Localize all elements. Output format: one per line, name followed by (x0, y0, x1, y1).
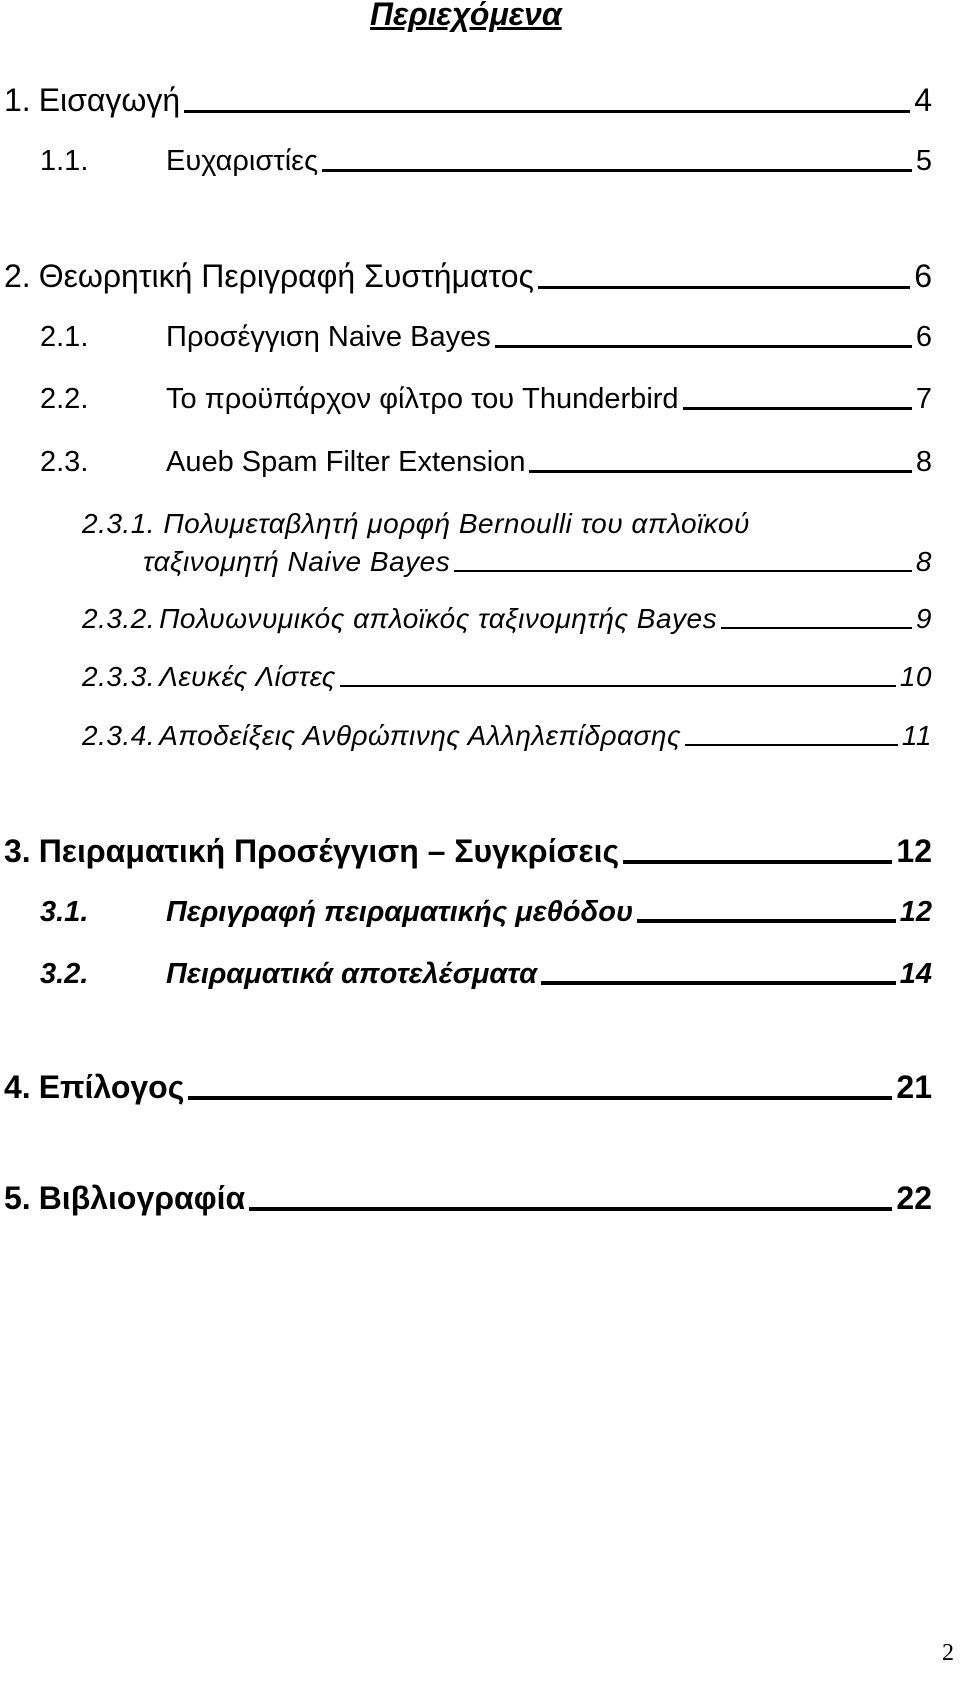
toc-leader-line (623, 860, 892, 864)
toc-entry-text-line1: Πολυμεταβλητή μορφή Bernoulli του απλοϊκού (163, 508, 750, 539)
toc-entry-text: Εισαγωγή (38, 82, 181, 118)
toc-entry-number: 2.2. (40, 383, 89, 415)
toc-title: Περιεχόμενα (370, 0, 562, 32)
toc-entry-page: 7 (915, 383, 932, 415)
toc-entry-text: Πειραματική Προσέγγιση – Συγκρίσεις (38, 833, 620, 869)
toc-entry-number: 3.2. (40, 958, 89, 990)
toc-leader-line (541, 981, 896, 985)
toc-entry-number: 5. (4, 1180, 31, 1216)
toc-entry-text: Αποδείξεις Ανθρώπινης Αλληλεπίδρασης (159, 720, 682, 751)
page-number: 2 (942, 1640, 954, 1666)
toc-entry-text: Θεωρητική Περιγραφή Συστήματος (38, 258, 534, 294)
toc-entry-2-3-3[interactable] (82, 661, 932, 693)
toc-entry-text: Πολυωνυμικός απλοϊκός ταξινομητής Bayes (159, 603, 718, 634)
toc-entry-2-3[interactable] (40, 446, 932, 479)
toc-entry-number: 3.1. (40, 896, 89, 928)
toc-leader-line (322, 169, 912, 172)
toc-entry-page: 11 (901, 720, 932, 751)
toc-entry-text: Επίλογος (38, 1069, 185, 1105)
toc-entry-page: 22 (896, 1180, 932, 1216)
toc-entry-page: 12 (896, 833, 932, 869)
toc-entry-3-2[interactable] (40, 958, 932, 991)
toc-leader-line (188, 1096, 892, 1100)
toc-entry-page: 5 (915, 145, 932, 177)
toc-entry-page: 10 (899, 661, 932, 692)
toc-entry-number: 2.3.2. (82, 603, 156, 634)
toc-leader-line (685, 744, 898, 746)
toc-entry-page: 21 (896, 1069, 932, 1105)
toc-leader-line (683, 407, 912, 410)
toc-entry-text-line2: ταξινομητή Naive Bayes (143, 546, 451, 577)
toc-entry-number: 2.3. (40, 446, 89, 478)
toc-entry-2-3-1[interactable] (82, 508, 932, 578)
toc-entry-3[interactable] (4, 833, 932, 870)
toc-entry-page: 8 (915, 546, 932, 577)
toc-entry-page: 8 (915, 446, 932, 478)
toc-entry-page: 14 (899, 958, 932, 990)
toc-entry-page: 9 (915, 603, 932, 634)
toc-leader-line (340, 685, 896, 687)
toc-entry-text: Ευχαριστίες (166, 145, 319, 177)
toc-entry-4[interactable] (4, 1069, 932, 1106)
toc-entry-text: Πειραματικά αποτελέσματα (166, 958, 538, 990)
toc-entry-2-3-2[interactable] (82, 603, 932, 635)
toc-entry-number: 2.3.3. (82, 661, 156, 692)
toc-entry-number: 2.3.4. (82, 720, 156, 751)
toc-entry-page: 6 (914, 258, 932, 294)
toc-entry-2-2[interactable] (40, 383, 932, 416)
toc-leader-line (184, 110, 910, 113)
toc-leader-line (249, 1207, 892, 1211)
toc-entry-1[interactable] (4, 82, 932, 119)
toc-entry-number: 2. (4, 258, 31, 294)
toc-entry-page: 4 (914, 82, 932, 118)
toc-entry-2-1[interactable] (40, 321, 932, 354)
toc-entry-text: Το προϋπάρχον φίλτρο του Thunderbird (166, 383, 679, 415)
toc-entry-2-3-4[interactable] (82, 720, 932, 752)
toc-entry-3-1[interactable] (40, 896, 932, 929)
toc-leader-line (454, 570, 912, 572)
toc-entry-number: 4. (4, 1069, 31, 1105)
toc-entry-text: Λευκές Λίστες (159, 661, 336, 692)
toc-entry-number: 1.1. (40, 145, 89, 177)
toc-entry-text: Περιγραφή πειραματικής μεθόδου (166, 896, 634, 928)
toc-leader-line (529, 470, 911, 473)
toc-leader-line (637, 919, 896, 923)
toc-entry-page: 12 (899, 896, 932, 928)
toc-leader-line (495, 345, 912, 348)
toc-entry-5[interactable] (4, 1180, 932, 1217)
toc-entry-page: 6 (915, 321, 932, 353)
toc-leader-line (721, 627, 912, 629)
toc-entry-number: 3. (4, 833, 31, 869)
toc-entry-text: Aueb Spam Filter Extension (166, 446, 526, 478)
toc-entry-number: 1. (4, 82, 31, 118)
toc-entry-2[interactable] (4, 258, 932, 295)
toc-entry-1-1[interactable] (40, 145, 932, 178)
toc-entry-number: 2.1. (40, 321, 89, 353)
toc-entry-number: 2.3.1. (82, 508, 156, 539)
toc-leader-line (538, 286, 910, 289)
toc-entry-text: Προσέγγιση Naive Bayes (166, 321, 491, 353)
toc-entry-text: Βιβλιογραφία (38, 1180, 246, 1216)
